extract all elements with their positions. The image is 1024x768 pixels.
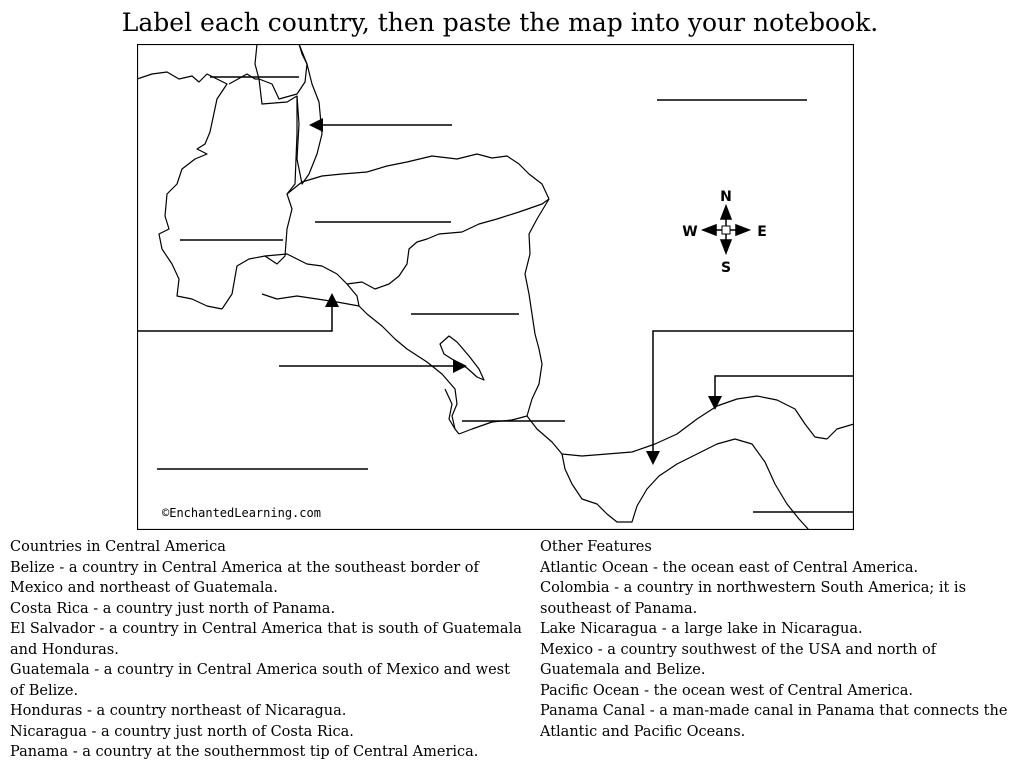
features-heading: Other Features <box>540 539 652 555</box>
list-item: Atlantic Ocean - the ocean east of Central America. <box>540 559 919 576</box>
countries-heading: Countries in Central America <box>10 539 226 555</box>
list-item: Panama - a country at the southernmost tip of Central America. <box>10 744 479 760</box>
list-item: Guatemala - a country in Central America south of Mexico and west of Belize. <box>10 662 510 699</box>
list-item: Lake Nicaragua - a large lake in Nicaragua. <box>540 621 863 637</box>
list-item: Nicaragua - a country just north of Costa Rica. <box>10 723 354 740</box>
list-item: Mexico - a country southwest of the USA and north of Guatemala and Belize. <box>540 641 937 678</box>
central-america-map <box>137 44 854 530</box>
list-item: Pacific Ocean - the ocean west of Central America. <box>540 682 913 699</box>
list-item: Colombia - a country in northwestern South America; it is southeast of Panama. <box>540 580 967 617</box>
compass-w: W <box>682 224 698 240</box>
countries-list <box>10 537 522 763</box>
map-frame <box>138 45 854 530</box>
compass-s: S <box>720 260 732 276</box>
list-item: El Salvador - a country in Central America that is south of Guatemala and Honduras. <box>10 621 522 658</box>
worksheet-title: Label each country, then paste the map into your notebook. <box>121 8 879 37</box>
features-list <box>540 537 1015 742</box>
compass-n: N <box>720 189 732 205</box>
list-item: Honduras - a country northeast of Nicaragua. <box>10 703 347 719</box>
compass-e: E <box>757 224 767 240</box>
list-item: Costa Rica - a country just north of Panama. <box>10 600 336 617</box>
list-item: Panama Canal - a man-made canal in Panama that connects the Atlantic and Pacific Oceans. <box>540 703 1008 740</box>
map-credit: ©EnchantedLearning.com <box>162 506 321 520</box>
list-item: Belize - a country in Central America at the southeast border of Mexico and northeast of Guatemala. <box>10 559 479 596</box>
